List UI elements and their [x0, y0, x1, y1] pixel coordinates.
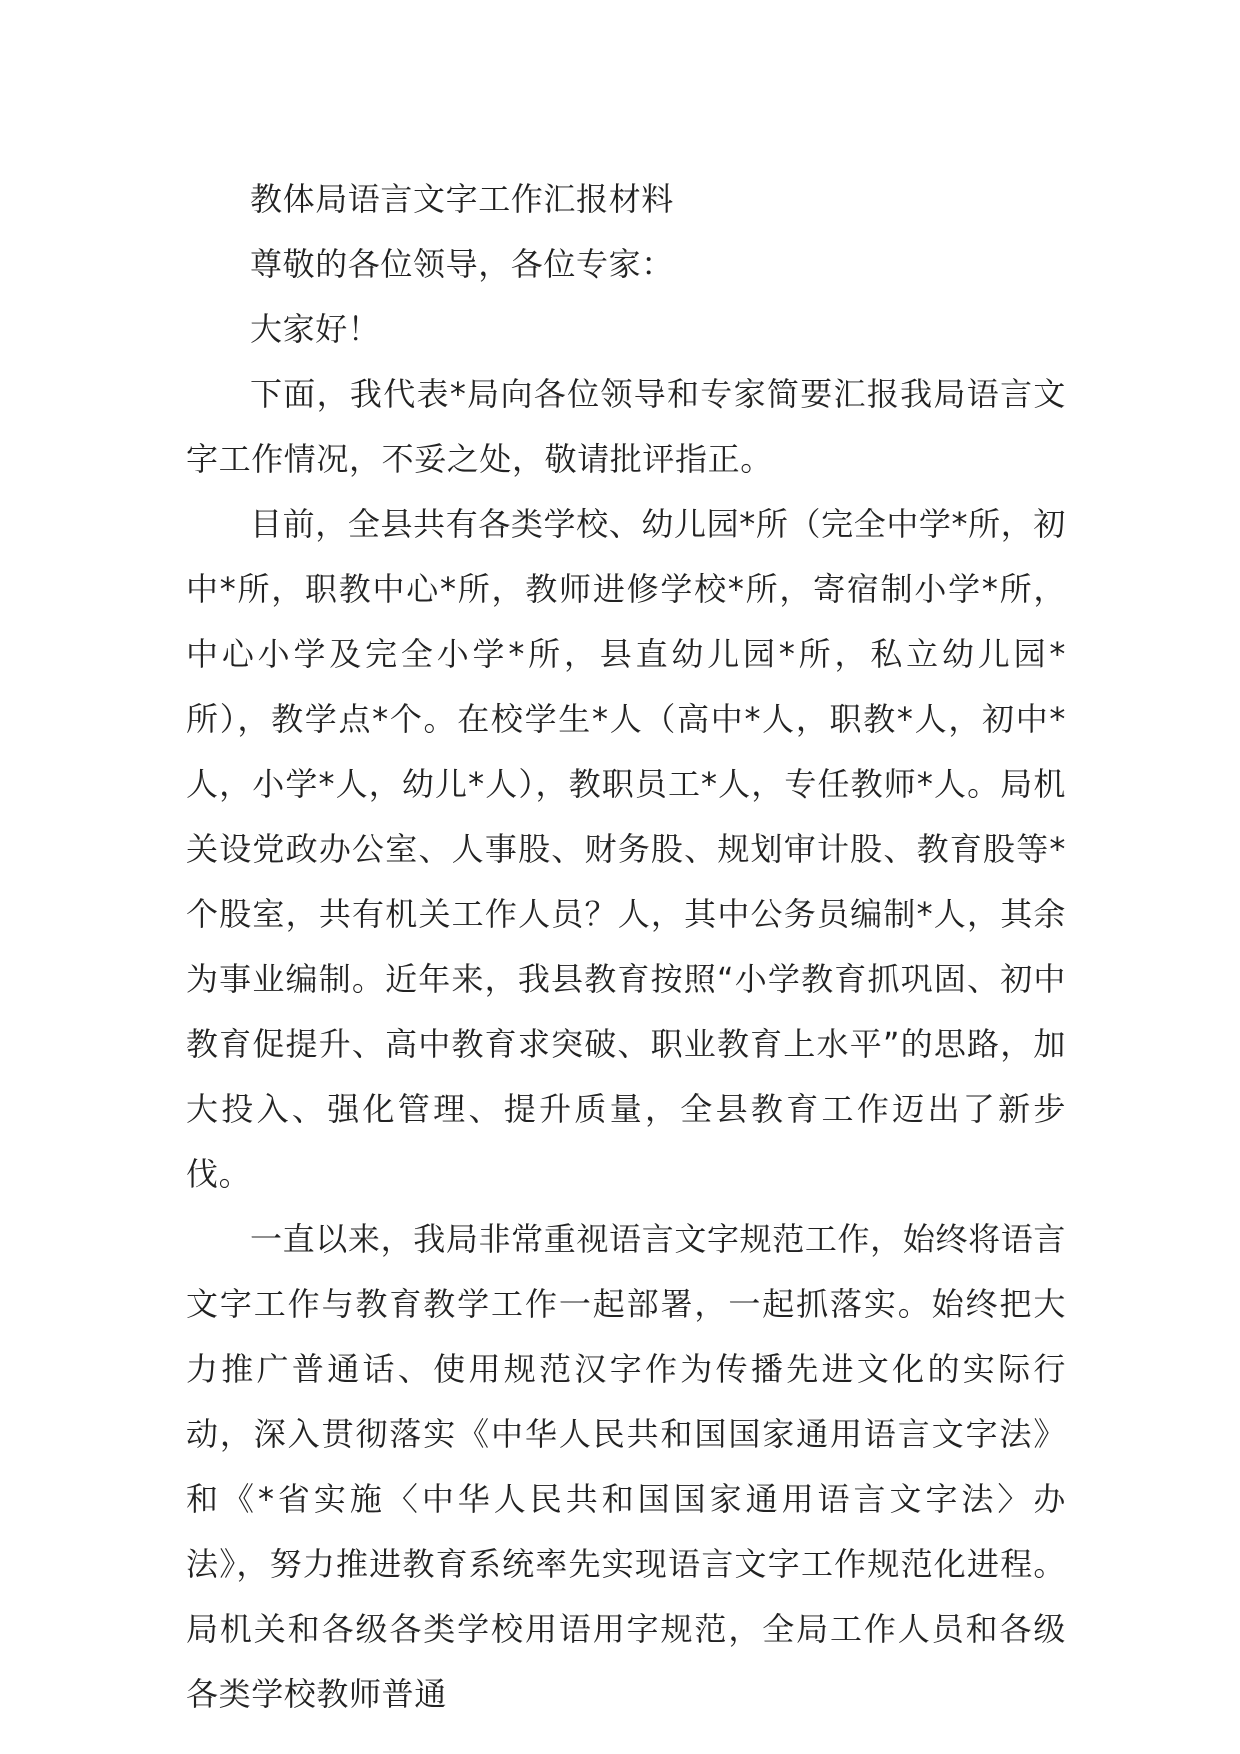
greeting: 大家好！	[250, 310, 381, 348]
document-title: 教体局语言文字工作汇报材料	[250, 180, 674, 218]
paragraph-intro: 下面，我代表*局向各位领导和专家简要汇报我局语言文字工作情况，不妥之处，敬请批评指正。	[186, 375, 1066, 478]
salutation: 尊敬的各位领导，各位专家：	[250, 245, 674, 283]
paragraph-overview: 目前，全县共有各类学校、幼儿园*所（完全中学*所，初中*所，职教中心*所，教师进修学校*所，寄宿制小学*所，中心小学及完全小学*所，县直幼儿园*所，私立幼儿园*所），教学点*个。在校学生*人（高中*人，职教*人，初中*人，小学*人，幼儿*人），教职员工*人，专任教师*人。局机关设党政办公室、人事股、财务股、规划审计股、教育股等*个股室，共有机关工作人员？人，其中公务员编制*人，其余为事业编制。近年来，我县教育按照“小学教育抓巩固、初中教育促提升、高中教育求突破、职业教育上水平”的思路，加大投入、强化管理、提升质量，全县教育工作迈出了新步伐。	[186, 505, 1066, 1193]
document-body	[186, 167, 1066, 1727]
paragraph-language-work: 一直以来，我局非常重视语言文字规范工作，始终将语言文字工作与教育教学工作一起部署，一起抓落实。始终把大力推广普通话、使用规范汉字作为传播先进文化的实际行动，深入贯彻落实《中华人民共和国国家通用语言文字法》和《*省实施〈中华人民共和国国家通用语言文字法〉办法》，努力推进教育系统率先实现语言文字工作规范化进程。局机关和各级各类学校用语用字规范，全局工作人员和各级各类学校教师普通	[186, 1220, 1066, 1713]
